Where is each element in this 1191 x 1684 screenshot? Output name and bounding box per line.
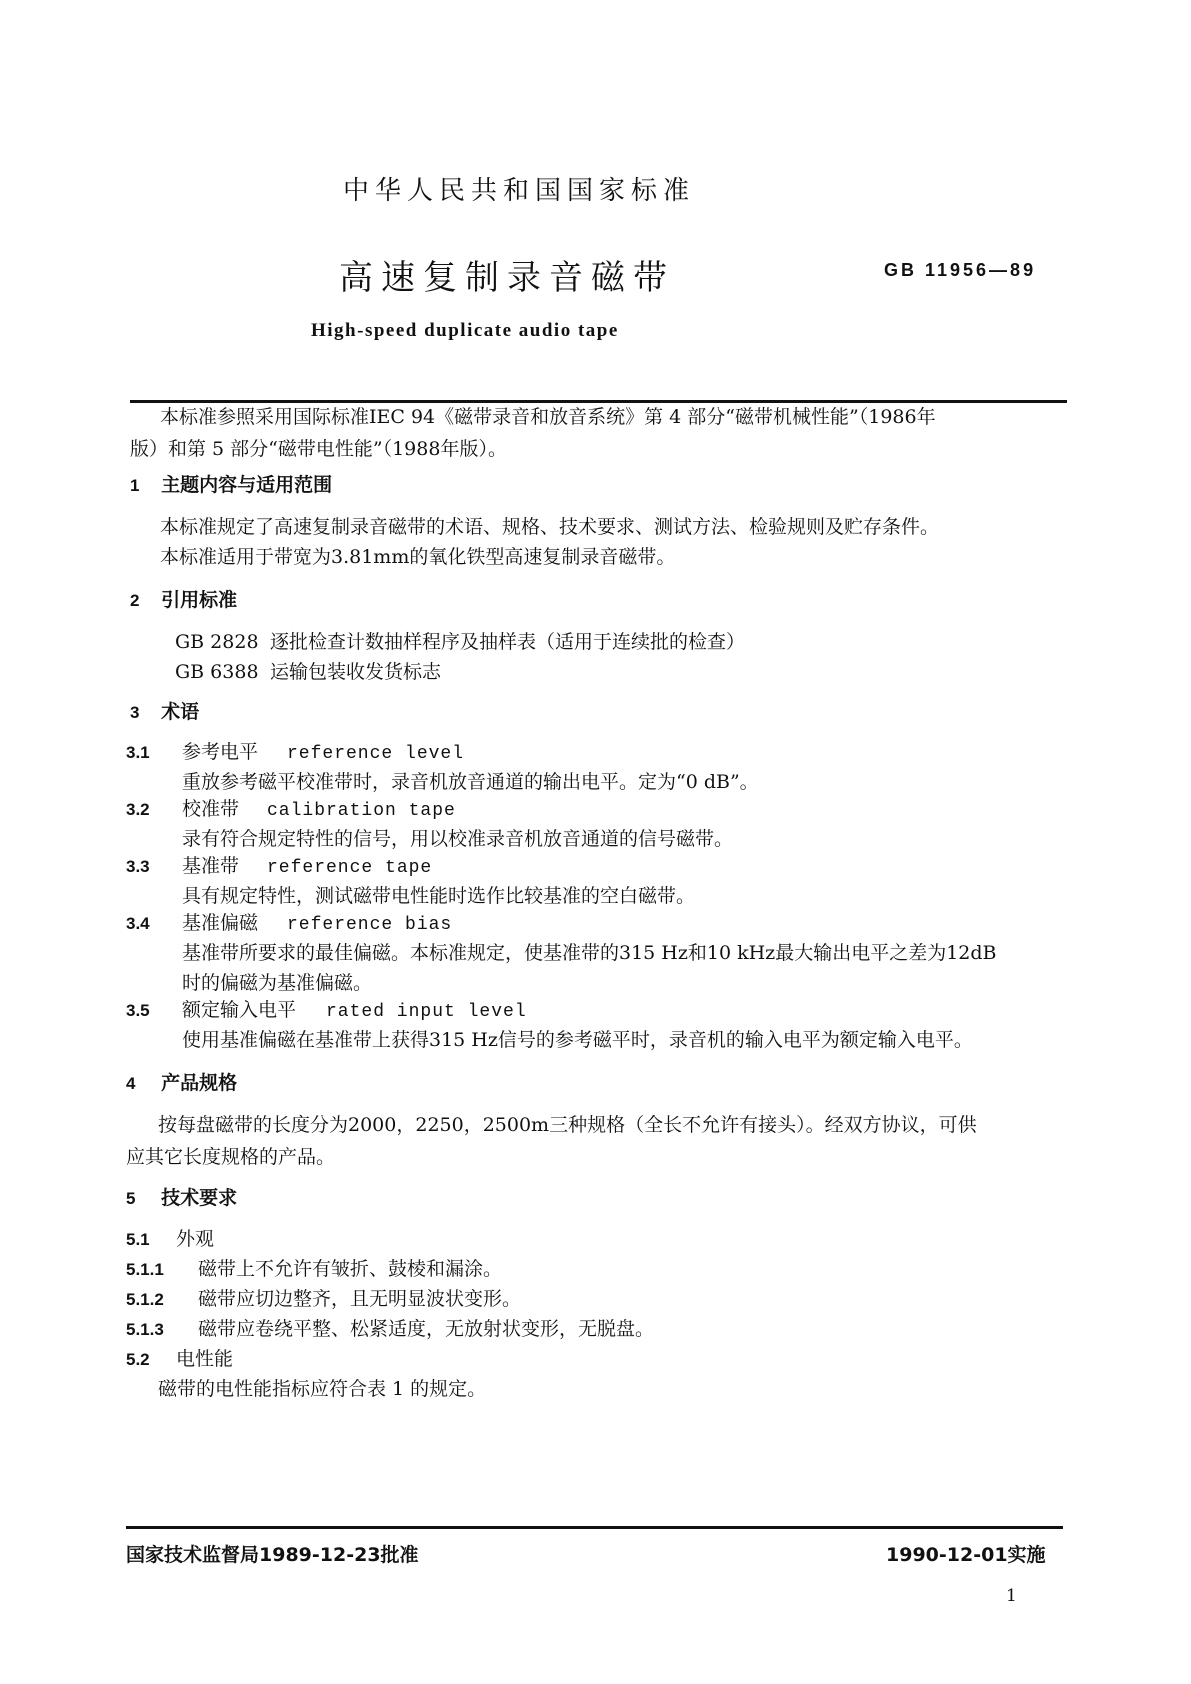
term-cn: 校准带 (182, 798, 240, 820)
term-cn: 基准偏磁 (182, 912, 259, 934)
subsection-title: 外观 (176, 1228, 215, 1250)
section-number: 5 (126, 1189, 136, 1208)
section-number: 2 (130, 591, 140, 610)
requirement-number: 5.1.3 (126, 1320, 164, 1339)
term-cn: 参考电平 (182, 741, 259, 763)
term-definition-continued: 时的偏磁为基准偏磁。 (182, 972, 373, 994)
page-number: 1 (1006, 1586, 1017, 1606)
term-number: 3.4 (126, 914, 150, 933)
section-1-heading (130, 470, 332, 497)
section-title: 产品规格 (161, 1072, 238, 1094)
section-4-line-2: 应其它长度规格的产品。 (126, 1146, 336, 1168)
term-cn: 额定输入电平 (182, 999, 297, 1021)
term-definition: 具有规定特性，测试磁带电性能时选作比较基准的空白磁带。 (182, 885, 696, 907)
section-2-heading (130, 585, 237, 612)
intro-line-1: 本标准参照采用国际标准IEC 94《磁带录音和放音系统》第 4 部分“磁带机械性能”（1986年 (160, 406, 936, 428)
section-title: 引用标准 (161, 589, 238, 611)
subsection-title: 电性能 (176, 1348, 234, 1370)
requirement-number: 5.1.1 (126, 1260, 164, 1279)
section-5-heading (126, 1183, 237, 1210)
page-title-english: High-speed duplicate audio tape (311, 320, 619, 341)
reference-code: GB 2828 (175, 631, 259, 653)
term-number: 3.3 (126, 857, 150, 876)
term-number: 3.1 (126, 743, 150, 762)
term-number: 3.5 (126, 1001, 150, 1020)
section-4-heading (126, 1068, 237, 1095)
section-1-paragraph-2: 本标准适用于带宽为3.81mm的氧化铁型高速复制录音磁带。 (160, 546, 676, 568)
section-number: 4 (126, 1074, 136, 1093)
section-number: 1 (130, 476, 140, 495)
reference-title: 逐批检查计数抽样程序及抽样表（适用于连续批的检查） (270, 631, 746, 653)
requirement-text: 磁带应卷绕平整、松紧适度，无放射状变形，无脱盘。 (198, 1318, 655, 1340)
reference-code: GB 6388 (175, 661, 259, 683)
term-definition: 重放参考磁平校准带时，录音机放音通道的输出电平。定为“0 dB”。 (182, 771, 759, 793)
section-3-heading (130, 697, 199, 724)
subsection-5-2-text: 磁带的电性能指标应符合表 1 的规定。 (158, 1378, 487, 1400)
term-cn: 基准带 (182, 855, 240, 877)
subsection-number: 5.1 (126, 1230, 150, 1249)
section-title: 主题内容与适用范围 (161, 474, 333, 496)
section-title: 技术要求 (161, 1187, 238, 1209)
header-org: 中华人民共和国国家标准 (343, 176, 696, 206)
effective-date: 1990-12-01实施 (886, 1544, 1046, 1566)
term-en: rated input level (326, 1002, 527, 1022)
section-4-line-1: 按每盘磁带的长度分为2000，2250，2500m三种规格（全长不允许有接头）。经双方协议，可供 (158, 1114, 977, 1136)
term-en: reference level (287, 744, 465, 764)
section-1-paragraph-1: 本标准规定了高速复制录音磁带的术语、规格、技术要求、测试方法、检验规则及贮存条件。 (160, 516, 940, 538)
section-title: 术语 (161, 701, 200, 723)
page-title: 高速复制录音磁带 (339, 258, 675, 298)
term-en: calibration tape (267, 801, 456, 821)
footer-divider (126, 1526, 1063, 1529)
term-number: 3.2 (126, 800, 150, 819)
approval-note: 国家技术监督局1989-12-23批准 (126, 1544, 419, 1566)
term-en: reference tape (267, 858, 433, 878)
term-definition: 使用基准偏磁在基准带上获得315 Hz信号的参考磁平时，录音机的输入电平为额定输入电平。 (182, 1029, 973, 1051)
reference-item (175, 655, 441, 689)
reference-item (175, 625, 745, 659)
reference-title: 运输包装收发货标志 (270, 661, 442, 683)
term-definition: 基准带所要求的最佳偏磁。本标准规定，使基准带的315 Hz和10 kHz最大输出电平之差为12dB (182, 942, 997, 964)
term-en: reference bias (287, 915, 453, 935)
term-definition: 录有符合规定特性的信号，用以校准录音机放音通道的信号磁带。 (182, 828, 734, 850)
requirement-text: 磁带上不允许有皱折、鼓棱和漏涂。 (198, 1258, 503, 1280)
standard-code: GB 11956—89 (884, 260, 1037, 280)
subsection-number: 5.2 (126, 1350, 150, 1369)
intro-line-2: 版）和第 5 部分“磁带电性能”（1988年版）。 (130, 438, 507, 460)
section-number: 3 (130, 703, 140, 722)
requirement-text: 磁带应切边整齐，且无明显波状变形。 (198, 1288, 522, 1310)
requirement-number: 5.1.2 (126, 1290, 164, 1309)
